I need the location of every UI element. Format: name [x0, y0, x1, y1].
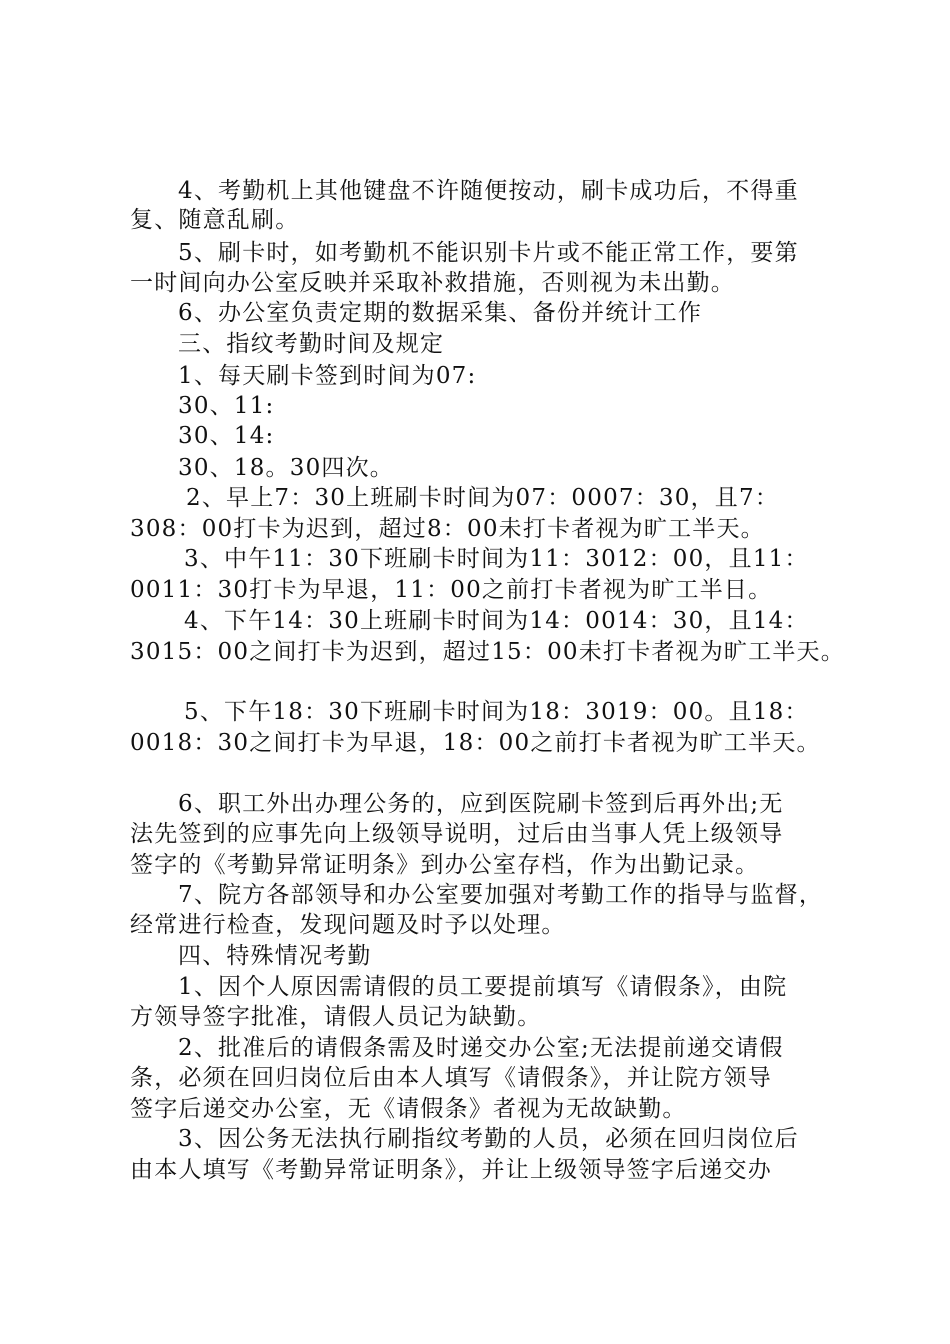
paragraph-line: 由本人填写《考勤异常证明条》，并让上级领导签字后递交办	[130, 1157, 772, 1183]
paragraph-line: 3015：00之间打卡为迟到，超过15：00未打卡者视为旷工半天。	[130, 639, 845, 665]
paragraph-line: 5、下午18：30下班刷卡时间为18：3019：00。且18：	[184, 699, 809, 725]
paragraph-line: 30、14:	[178, 423, 275, 449]
paragraph-line: 方领导签字批准，请假人员记为缺勤。	[130, 1004, 542, 1030]
paragraph-line: 3、因公务无法执行刷指纹考勤的人员，必须在回归岗位后	[178, 1126, 799, 1152]
paragraph-line: 30、11:	[178, 393, 275, 419]
paragraph-line: 法先签到的应事先向上级领导说明，过后由当事人凭上级领导	[130, 821, 784, 847]
paragraph-line: 签字后递交办公室，无《请假条》者视为无故缺勤。	[130, 1096, 687, 1122]
section-heading: 四、特殊情况考勤	[178, 943, 372, 969]
paragraph-line: 7、院方各部领导和办公室要加强对考勤工作的指导与监督，	[178, 882, 824, 908]
paragraph-line: 0011：30打卡为早退，11：00之前打卡者视为旷工半日。	[130, 577, 773, 603]
paragraph-line: 签字的《考勤异常证明条》到办公室存档，作为出勤记录。	[130, 852, 760, 878]
paragraph-line: 4、考勤机上其他键盘不许随便按动，刷卡成功后，不得重	[178, 178, 799, 204]
paragraph-line: 经常进行检查，发现问题及时予以处理。	[130, 912, 566, 938]
paragraph-line: 4、下午14：30上班刷卡时间为14：0014：30，且14：	[184, 608, 809, 634]
paragraph-line: 6、职工外出办理公务的，应到医院刷卡签到后再外出;无	[178, 791, 784, 817]
paragraph-line: 0018：30之间打卡为早退，18：00之前打卡者视为旷工半天。	[130, 730, 821, 756]
paragraph-line: 条，必须在回归岗位后由本人填写《请假条》，并让院方领导	[130, 1065, 772, 1091]
paragraph-line: 308：00打卡为迟到，超过8：00未打卡者视为旷工半天。	[130, 516, 765, 542]
paragraph-line: 6、办公室负责定期的数据采集、备份并统计工作	[178, 300, 703, 326]
paragraph-line: 2、早上7：30上班刷卡时间为07：0007：30，且7：	[186, 485, 780, 511]
paragraph-line: 1、每天刷卡签到时间为07:	[178, 363, 477, 389]
paragraph-line: 1、因个人原因需请假的员工要提前填写《请假条》，由院	[178, 974, 788, 1000]
section-heading: 三、指纹考勤时间及规定	[178, 331, 445, 357]
paragraph-line: 复、随意乱刷。	[130, 207, 300, 233]
paragraph-line: 2、批准后的请假条需及时递交办公室;无法提前递交请假	[178, 1035, 784, 1061]
paragraph-line: 3、中午11：30下班刷卡时间为11：3012：00，且11：	[184, 546, 809, 572]
paragraph-line: 5、刷卡时，如考勤机不能识别卡片或不能正常工作，要第	[178, 240, 799, 266]
paragraph-line: 30、18。30四次。	[178, 455, 394, 481]
paragraph-line: 一时间向办公室反映并采取补救措施，否则视为未出勤。	[130, 270, 735, 296]
